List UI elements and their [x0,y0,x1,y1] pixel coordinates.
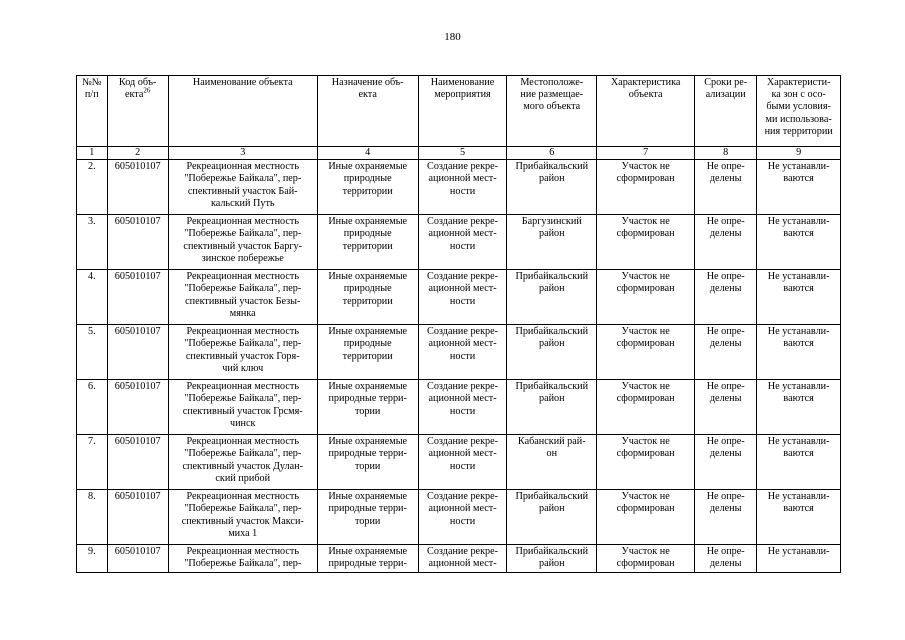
header-cell-zones: Характеристи- ка зон с осо- быми условия- ми использова- ния территории [757,76,841,147]
object-code-cell: 605010107 [107,160,168,215]
object-code-cell: 605010107 [107,545,168,572]
header-cell-number: №№ п/п [77,76,108,147]
measure-cell: Создание рекре- ационной мест- ности [418,380,507,435]
location-cell: Прибайкальский район [507,380,597,435]
row-number-cell: 8. [77,490,108,545]
table-row [77,490,841,545]
purpose-cell: Иные охраняемые природные терри- тории [317,490,418,545]
measure-cell: Создание рекре- ационной мест- ности [418,160,507,215]
header-code-text: Код объ- екта [118,77,157,101]
header-cell-object-name: Наименование объекта [168,76,317,147]
column-number-row [77,147,841,160]
location-cell: Прибайкальский район [507,270,597,325]
table-row [77,160,841,215]
row-number-cell: 4. [77,270,108,325]
characteristic-cell: Участок не сформирован [597,325,695,380]
characteristic-cell: Участок не сформирован [597,545,695,572]
purpose-cell: Иные охраняемые природные территории [317,325,418,380]
purpose-cell: Иные охраняемые природные территории [317,160,418,215]
column-number: 9 [757,147,841,160]
zones-cell: Не устанавли- ваются [757,380,841,435]
table-row [77,380,841,435]
object-code-cell: 605010107 [107,435,168,490]
object-code-cell: 605010107 [107,325,168,380]
column-number: 7 [597,147,695,160]
column-number: 6 [507,147,597,160]
object-name-cell: Рекреационная местность "Побережье Байкала", пер- [168,545,317,572]
header-cell-purpose: Назначение объ- екта [317,76,418,147]
purpose-cell: Иные охраняемые природные территории [317,270,418,325]
object-name-cell: Рекреационная местность "Побережье Байкала", пер- спективный участок Горя- чий ключ [168,325,317,380]
characteristic-cell: Участок не сформирован [597,160,695,215]
header-cell-measure: Наименование мероприятия [418,76,507,147]
measure-cell: Создание рекре- ационной мест- ности [418,215,507,270]
purpose-cell: Иные охраняемые природные терри- [317,545,418,572]
column-number: 4 [317,147,418,160]
zones-cell: Не устанавли- [757,545,841,572]
object-name-cell: Рекреационная местность "Побережье Байкала", пер- спективный участок Безы- мянка [168,270,317,325]
terms-cell: Не опре- делены [695,270,757,325]
location-cell: Кабанский рай- он [507,435,597,490]
table-row [77,325,841,380]
location-cell: Прибайкальский район [507,545,597,572]
page-number: 180 [444,31,461,43]
terms-cell: Не опре- делены [695,325,757,380]
purpose-cell: Иные охраняемые природные терри- тории [317,380,418,435]
row-number-cell: 6. [77,380,108,435]
column-number: 5 [418,147,507,160]
characteristic-cell: Участок не сформирован [597,270,695,325]
zones-cell: Не устанавли- ваются [757,160,841,215]
object-name-cell: Рекреационная местность "Побережье Байкала", пер- спективный участок Дулан- ский прибой [168,435,317,490]
object-name-cell: Рекреационная местность "Побережье Байкала", пер- спективный участок Бай- кальский Путь [168,160,317,215]
terms-cell: Не опре- делены [695,215,757,270]
row-number-cell: 9. [77,545,108,572]
column-number: 8 [695,147,757,160]
row-number-cell: 5. [77,325,108,380]
zones-cell: Не устанавли- ваются [757,435,841,490]
object-code-cell: 605010107 [107,490,168,545]
column-number: 2 [107,147,168,160]
object-name-cell: Рекреационная местность "Побережье Байкала", пер- спективный участок Баргу- зинское побережье [168,215,317,270]
column-number: 1 [77,147,108,160]
row-number-cell: 7. [77,435,108,490]
characteristic-cell: Участок не сформирован [597,215,695,270]
terms-cell: Не опре- делены [695,160,757,215]
terms-cell: Не опре- делены [695,435,757,490]
characteristic-cell: Участок не сформирован [597,435,695,490]
purpose-cell: Иные охраняемые природные территории [317,215,418,270]
terms-cell: Не опре- делены [695,490,757,545]
table-row [77,215,841,270]
table-row [77,270,841,325]
location-cell: Прибайкальский район [507,490,597,545]
location-cell: Прибайкальский район [507,325,597,380]
measure-cell: Создание рекре- ационной мест- ности [418,490,507,545]
objects-table [76,75,841,573]
row-number-cell: 3. [77,215,108,270]
terms-cell: Не опре- делены [695,545,757,572]
purpose-cell: Иные охраняемые природные терри- тории [317,435,418,490]
zones-cell: Не устанавли- ваются [757,270,841,325]
location-cell: Прибайкальский район [507,160,597,215]
terms-cell: Не опре- делены [695,380,757,435]
zones-cell: Не устанавли- ваются [757,325,841,380]
footnote-ref: 26 [143,86,151,95]
object-name-cell: Рекреационная местность "Побережье Байкала", пер- спективный участок Грсмя- чинск [168,380,317,435]
characteristic-cell: Участок не сформирован [597,380,695,435]
object-code-cell: 605010107 [107,215,168,270]
measure-cell: Создание рекре- ационной мест- ности [418,325,507,380]
zones-cell: Не устанавли- ваются [757,215,841,270]
header-cell-code [107,76,168,147]
object-code-cell: 605010107 [107,380,168,435]
table-header-row [77,76,841,147]
object-code-cell: 605010107 [107,270,168,325]
header-cell-characteristic: Характеристика объекта [597,76,695,147]
row-number-cell: 2. [77,160,108,215]
measure-cell: Создание рекре- ационной мест- ности [418,270,507,325]
column-number: 3 [168,147,317,160]
table-row [77,545,841,572]
measure-cell: Создание рекре- ационной мест- [418,545,507,572]
characteristic-cell: Участок не сформирован [597,490,695,545]
header-cell-terms: Сроки ре- ализации [695,76,757,147]
location-cell: Баргузинский район [507,215,597,270]
zones-cell: Не устанавли- ваются [757,490,841,545]
table-row [77,435,841,490]
measure-cell: Создание рекре- ационной мест- ности [418,435,507,490]
header-cell-location: Местоположе- ние размещае- мого объекта [507,76,597,147]
object-name-cell: Рекреационная местность "Побережье Байкала", пер- спективный участок Макси- миха 1 [168,490,317,545]
